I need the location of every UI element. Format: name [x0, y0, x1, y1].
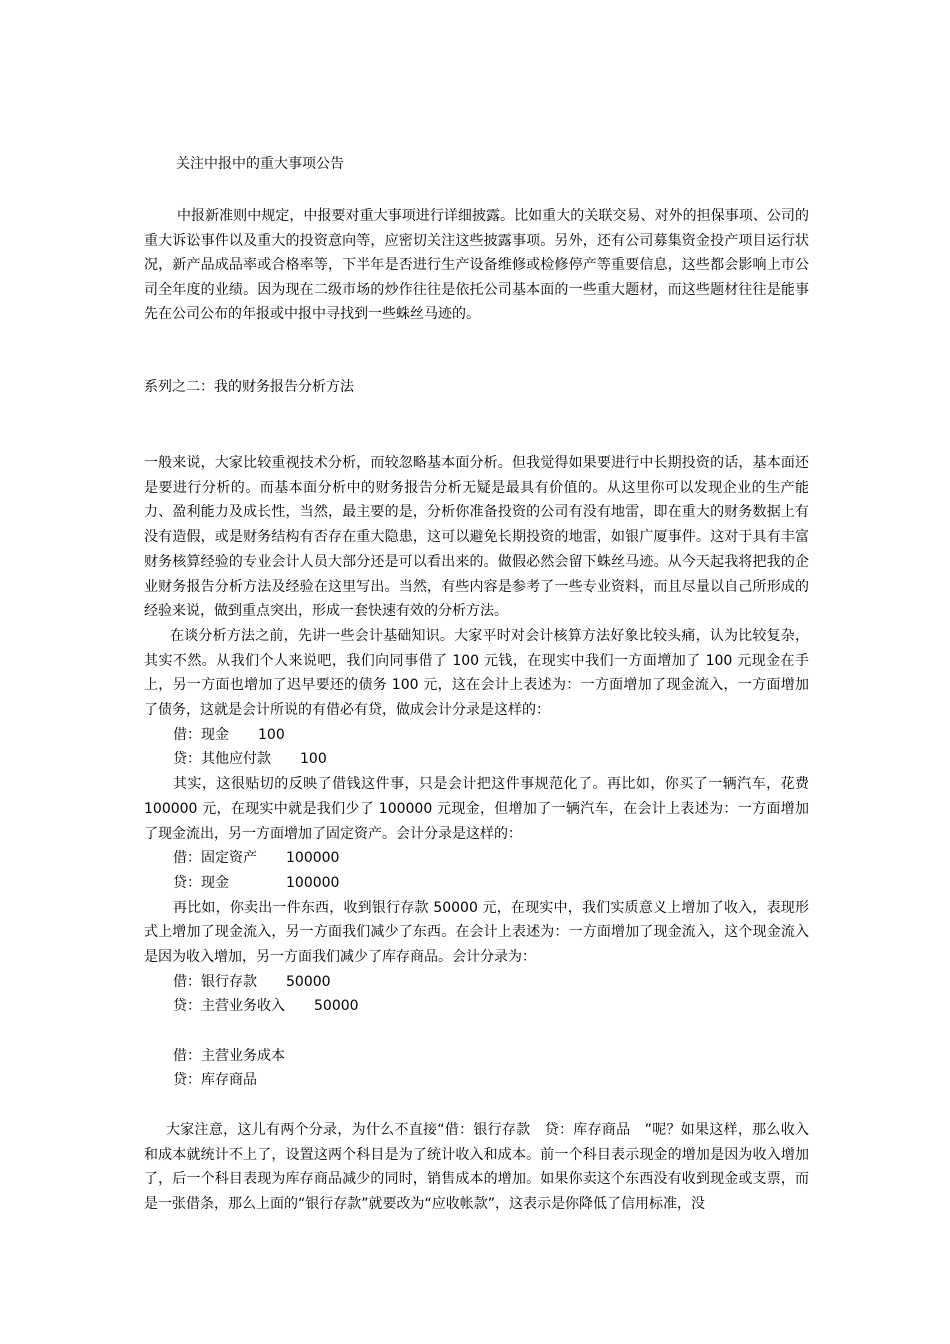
- entry-account: 借：现金: [173, 726, 229, 743]
- journal-entry-credit: [144, 1068, 809, 1093]
- section-heading: 关注中报中的重大事项公告: [176, 156, 344, 172]
- series-title: 系列之二：我的财务报告分析方法: [144, 379, 354, 395]
- entry-account: 贷：库存商品: [173, 1072, 257, 1089]
- entry-amount: 100000: [286, 874, 340, 891]
- entry-amount: 100000: [286, 850, 340, 867]
- paragraph-car-example: 其实，这很贴切的反映了借钱这件事，只是会计把这件事规范化了。再比如，你买了一辆汽车，花费 100000 元，在现实中就是我们少了 100000 元现金，但增加了一辆汽车，在会计上表述为：一方面增加了现金流出，另一方面增加了固定资产。会计分录是这样的：: [144, 776, 809, 842]
- entry-amount: 100: [258, 726, 285, 743]
- paragraph-intro: 一般来说，大家比较重视技术分析，而较忽略基本面分析。但我觉得如果要进行中长期投资的话，基本面还是要进行分析的。而基本面分析中的财务报告分析无疑是最具有价值的。从这里你可以发现企业的生产能力、盈利能力及成长性，当然，最主要的是，分析你准备投资的公司有没有地雷，即在重大的财务数据上有没有造假，或是财务结构有否存在重大隐患，这可以避免长期投资的地雷，如银广厦事件。这对于具有丰富财务核算经验的专业会计人员大部分还是可以看出来的。做假必然会留下蛛丝马迹。从今天起我将把我的企业财务报告分析方法及经验在这里写出。当然，有些内容是参考了一些专业资料，而且尽量以自己所形成的经验来说，做到重点突出，形成一套快速有效的分析方法。: [144, 455, 809, 620]
- entry-account: 贷：主营业务收入: [173, 998, 285, 1015]
- paragraph-accounting-basics: 在谈分析方法之前，先讲一些会计基础知识。大家平时对会计核算方法好象比较头痛，认为比较复杂，其实不然。从我们个人来说吧，我们向同事借了 100 元钱，在现实中我们一方面增加了 100 元现金在手上，另一方面也增加了迟早要还的债务 100 元，这在会计上表述为：一方面增加了现金流入，一方面增加了债务，这就是会计所说的有借必有贷，做成会计分录是这样的：: [144, 627, 809, 719]
- journal-entry-debit: [144, 846, 809, 871]
- entry-amount: 100: [300, 751, 327, 768]
- entry-account: 借：银行存款: [173, 973, 257, 990]
- entry-account: 借：固定资产: [173, 850, 257, 867]
- paragraph-sale-example: 再比如，你卖出一件东西，收到银行存款 50000 元，在现实中，我们实质意义上增加了收入，表现形式上增加了现金流入，另一方面我们减少了东西。在会计上表述为：一方面增加了现金流入，这个现金流入是因为收入增加，另一方面我们减少了库存商品。会计分录为：: [144, 899, 809, 965]
- spacer: [144, 1019, 809, 1044]
- journal-entry-credit: [144, 994, 809, 1019]
- spacer: [144, 1093, 809, 1118]
- entry-account: 贷：现金: [173, 874, 229, 891]
- paragraph-interim-report: 中报新准则中规定，中报要对重大事项进行详细披露。比如重大的关联交易、对外的担保事项、公司的重大诉讼事件以及重大的投资意向等，应密切关注这些披露事项。另外，还有公司募集资金投产项目运行状况，新产品成品率或合格率等，下半年是否进行生产设备维修或检修停产等重要信息，这些都会影响上市公司全年度的业绩。因为现在二级市场的炒作往往是依托公司基本面的一些重大题材，而这些题材往往是能事先在公司公布的年报或中报中寻找到一些蛛丝马迹的。: [144, 208, 809, 322]
- journal-entry-debit: [144, 723, 809, 748]
- entry-account: 借：主营业务成本: [173, 1047, 285, 1064]
- article-body: [144, 451, 809, 1217]
- journal-entry-credit: [144, 871, 809, 896]
- paragraph-two-entries: 大家注意，这儿有两个分录，为什么不直接“借：银行存款 贷：库存商品 ”呢？如果这样，那么收入和成本就统计不上了，设置这两个科目是为了统计收入和成本。前一个科目表示现金的增加是因为收入增加了，后一个科目表现为库存商品减少的同时，销售成本的增加。如果你卖这个东西没有收到现金或支票，而是一张借条，那么上面的“银行存款”就要改为“应收帐款”，这表示是你降低了信用标准，没: [144, 1121, 809, 1212]
- entry-account: 贷：其他应付款: [173, 751, 271, 768]
- journal-entry-debit: [144, 1044, 809, 1069]
- journal-entry-debit: [144, 970, 809, 995]
- entry-amount: 50000: [314, 998, 359, 1015]
- entry-amount: 50000: [286, 973, 331, 990]
- journal-entry-credit: [144, 747, 809, 772]
